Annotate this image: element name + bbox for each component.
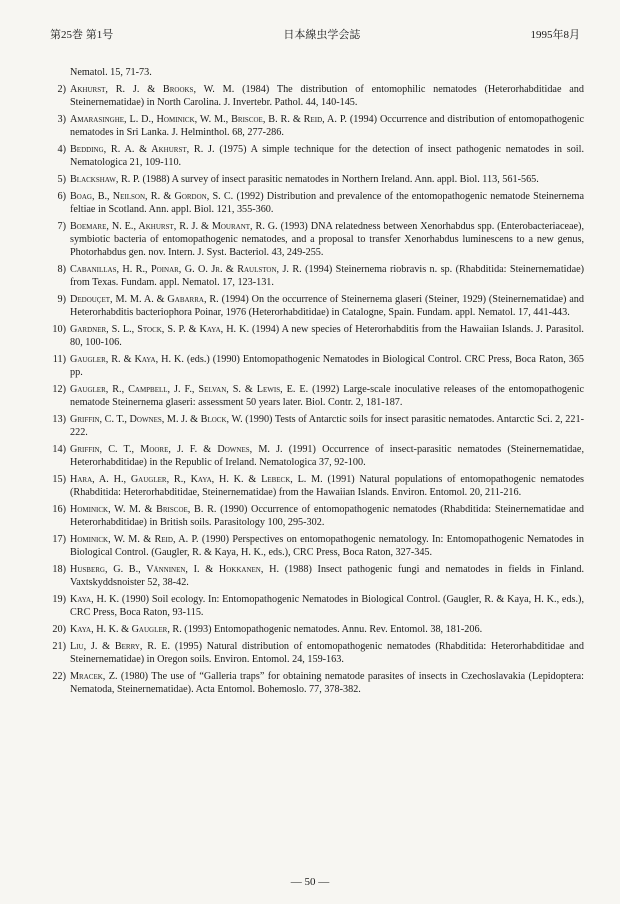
reference-body: (1980) The use of “Galleria traps” for obtaining nematode parasites of insects in Czechoslavakia (Lepidoptera: Nematoda, Steinernematidae). Acta Entomol. Bohemoslo. 77, 378-382.: [70, 671, 584, 695]
reference-authors: Amarasinghe, L. D., Hominick, W. M., Briscoe, B. R. & Reid, A. P.: [70, 114, 347, 125]
reference-number: 6): [57, 191, 66, 202]
reference-body: (1992) Large-scale inoculative releases of the entomopathogenic nematode Steinernema glaseri: assessment 50 years later. Biol. Contr. 2, 181-187.: [70, 384, 584, 408]
reference-number: 15): [52, 474, 66, 485]
reference-text: [70, 473, 584, 499]
reference-text: [70, 413, 584, 439]
reference-body: (1991) Occurrence of insect-parasitic nematodes (Steinernematidae, Heterorhabditidae) in the Republic of Ireland. Nematologica 37, 92-100.: [70, 444, 584, 468]
reference-authors: Husberg, G. B., Vänninen, I. & Hokkanen, H.: [70, 564, 280, 575]
reference-item: [44, 503, 584, 529]
reference-authors: Boemare, N. E., Akhurst, R. J. & Mourant, R. G.: [70, 221, 278, 232]
reference-authors: Boag, B., Neilson, R. & Gordon, S. C.: [70, 191, 234, 202]
reference-body: (1994) Occurrence and distribution of entomopathogenic nematodes in Sri Lanka. J. Helminthol. 68, 277-286.: [70, 114, 584, 138]
reference-text: [70, 593, 584, 619]
reference-number: 13): [52, 414, 66, 425]
reference-text: [70, 323, 584, 349]
reference-authors: Hominick, W. M. & Briscoe, B. R.: [70, 504, 217, 515]
page-header: [50, 26, 580, 42]
reference-body: (1990) Soil ecology. In: Entomopathogenic Nematodes in Biological Control. (Gaugler, R. & Kaya, H. K., eds.), CRC Press, Boca Raton, 93-115.: [70, 594, 584, 618]
reference-text: [70, 263, 584, 289]
reference-body: (1992) Distribution and prevalence of the entomopathogenic nematode Steinernema feltiae in Scotland. Ann. appl. Biol. 121, 355-360.: [70, 191, 584, 215]
reference-item: [44, 593, 584, 619]
reference-number: 11): [52, 354, 66, 365]
reference-item: [44, 293, 584, 319]
page-number: — 50 —: [290, 876, 330, 888]
reference-number: 7): [57, 221, 66, 232]
journal-volume: 第25巻 第1号: [50, 29, 114, 41]
reference-text: [70, 353, 584, 379]
reference-item: [44, 143, 584, 169]
reference-number: 3): [57, 114, 66, 125]
reference-text: [70, 83, 584, 109]
reference-body: (1993) DNA relatedness between Xenorhabdus spp. (Enterobacteriaceae), symbiotic bacteria of entomopathogenic nematodes, and a proposal to transfer Xenorhabdus luminescens to a new genus, Photorhabdus gen. nov. Intern. J. Syst. Bacteriol. 43, 249-255.: [70, 221, 584, 258]
reference-item: [44, 173, 584, 186]
reference-items: [44, 83, 584, 696]
reference-body: (1988) Insect pathogenic fungi and nematodes in fields in Finland. Vaxtskyddsnoister 52, 38-42.: [70, 564, 584, 588]
reference-body: (1990) Perspectives on entomopathogenic nematology. In: Entomopathogenic Nematodes in Biological Control. (Gaugler, R. & Kaya, H. K., eds.), CRC Press, Boca Raton, 327-345.: [70, 534, 584, 558]
reference-authors: Bedding, R. A. & Akhurst, R. J.: [70, 144, 215, 155]
reference-text: [70, 293, 584, 319]
reference-item: [44, 473, 584, 499]
reference-body: (1988) A survey of insect parasitic nematodes in Northern Ireland. Ann. appl. Biol. 113, 561-565.: [139, 174, 539, 185]
reference-number: 9): [57, 294, 66, 305]
reference-authors: Dedouçet, M. M. A. & Gabarra, R.: [70, 294, 219, 305]
reference-authors: Akhurst, R. J. & Brooks, W. M.: [70, 84, 235, 95]
reference-text: [70, 143, 584, 169]
reference-authors: Hominick, W. M. & Reid, A. P.: [70, 534, 199, 545]
reference-number: 2): [57, 84, 66, 95]
reference-item: [44, 383, 584, 409]
reference-item: [44, 323, 584, 349]
reference-body: (1994) A new species of Heterorhabditis from the Hawaiian Islands. J. Parasitol. 80, 100-106.: [70, 324, 584, 348]
reference-authors: Griffin, C. T., Moore, J. F. & Downes, M. J.: [70, 444, 283, 455]
issue-date: 1995年8月: [530, 29, 580, 41]
reference-number: 20): [52, 624, 66, 635]
reference-authors: Cabanillas, H. R., Poinar, G. O. Jr. & Raulston, J. R.: [70, 264, 302, 275]
reference-text: [70, 190, 584, 216]
reference-authors: Blackshaw, R. P.: [70, 174, 140, 185]
reference-item: [44, 533, 584, 559]
reference-continuation: Nematol. 15, 71-73.: [70, 67, 152, 78]
reference-authors: Griffin, C. T., Downes, M. J. & Block, W.: [70, 414, 243, 425]
reference-body: (1994) On the occurrence of Steinernema glaseri (Steiner, 1929) (Steinernematidae) and Heterorhabditis bacteriophora Poinar, 1976 (Heterorhabditidae) in Catalogne, Spain. Fundam. appl. Nematol. 17, 441-443.: [70, 294, 584, 318]
reference-text: [70, 173, 584, 186]
reference-number: 10): [52, 324, 66, 335]
reference-body: (1975) A simple technique for the detection of insect pathogenic nematodes in soil. Nematologica 21, 109-110.: [70, 144, 584, 168]
reference-number: 16): [52, 504, 66, 515]
reference-text: [70, 563, 584, 589]
reference-item: [44, 413, 584, 439]
reference-body: (1994) Steinernema riobravis n. sp. (Rhabditida: Steinernematidae) from Texas. Fundam. appl. Nematol. 17, 123-131.: [70, 264, 585, 288]
reference-item: [44, 263, 584, 289]
reference-authors: Hara, A. H., Gaugler, R., Kaya, H. K. & Lebeck, L. M.: [70, 474, 323, 485]
reference-text: [70, 533, 584, 559]
reference-number: 8): [57, 264, 66, 275]
reference-body: (1984) The distribution of entomophilic nematodes (Heterorhabditidae and Steinernematidae) in North Carolina. J. Invertebr. Pathol. 44, 140-145.: [70, 84, 584, 108]
reference-number: 17): [52, 534, 66, 545]
reference-text: [70, 383, 584, 409]
reference-item: [44, 353, 584, 379]
reference-text: [70, 113, 584, 139]
reference-number: 14): [52, 444, 66, 455]
reference-item: [44, 640, 584, 666]
reference-text: [70, 670, 584, 696]
reference-body: (1995) Natural distribution of entomopathogenic nematodes (Rhabditida: Heterorhabditidae and Steinernematidae) in Oregon soils. Environ. Entomol. 24, 159-163.: [70, 641, 584, 665]
reference-number: 12): [52, 384, 66, 395]
reference-number: 21): [52, 641, 66, 652]
reference-body: (1990) Tests of Antarctic soils for insect parasitic nematodes. Antarctic Sci. 2, 221-222.: [70, 414, 584, 438]
reference-text: [70, 640, 584, 666]
reference-item: [44, 113, 584, 139]
reference-authors: Kaya, H. K. & Gaugler, R.: [70, 624, 182, 635]
reference-item: [44, 83, 584, 109]
reference-number: 4): [57, 144, 66, 155]
reference-item: [44, 190, 584, 216]
reference-list: [44, 66, 584, 700]
reference-text: [70, 443, 584, 469]
reference-item: [44, 623, 584, 636]
reference-text: [70, 220, 584, 259]
reference-authors: Liu, J. & Berry, R. E.: [70, 641, 171, 652]
reference-body: (1990) Occurrence of entomopathogenic nematodes (Rhabditida: Steinernematidae and Heterorhabditidae) in British soils. Parasitology 100, 295-302.: [70, 504, 584, 528]
reference-authors: Mracek, Z.: [70, 671, 118, 682]
reference-item: [44, 563, 584, 589]
reference-number: 5): [57, 174, 66, 185]
reference-authors: Gardner, S. L., Stock, S. P. & Kaya, H. K.: [70, 324, 249, 335]
journal-title: 日本線虫学会誌: [283, 29, 361, 41]
reference-body: (eds.) (1990) Entomopathogenic Nematodes in Biological Control. CRC Press, Boca Raton, 365 pp.: [70, 354, 585, 378]
reference-number: 22): [52, 671, 66, 682]
reference-item: [44, 220, 584, 259]
reference-body: (1993) Entomopathogenic nematodes. Annu. Rev. Entomol. 38, 181-206.: [181, 624, 483, 635]
reference-text: [70, 623, 584, 636]
reference-authors: Gaugler, R., Campbell, J. F., Selvan, S. & Lewis, E. E.: [70, 384, 309, 395]
reference-authors: Gaugler, R. & Kaya, H. K.: [70, 354, 184, 365]
reference-text: [70, 503, 584, 529]
reference-item: [44, 670, 584, 696]
reference-authors: Kaya, H. K.: [70, 594, 120, 605]
reference-number: 18): [52, 564, 66, 575]
reference-body: (1991) Natural populations of entomopathogenic nematodes (Rhabditida: Heterorhabditidae, Steinernematidae) from the Hawaiian Islands. Environ. Entomol. 20, 211-216.: [70, 474, 584, 498]
reference-number: 19): [52, 594, 66, 605]
reference-item: [44, 443, 584, 469]
